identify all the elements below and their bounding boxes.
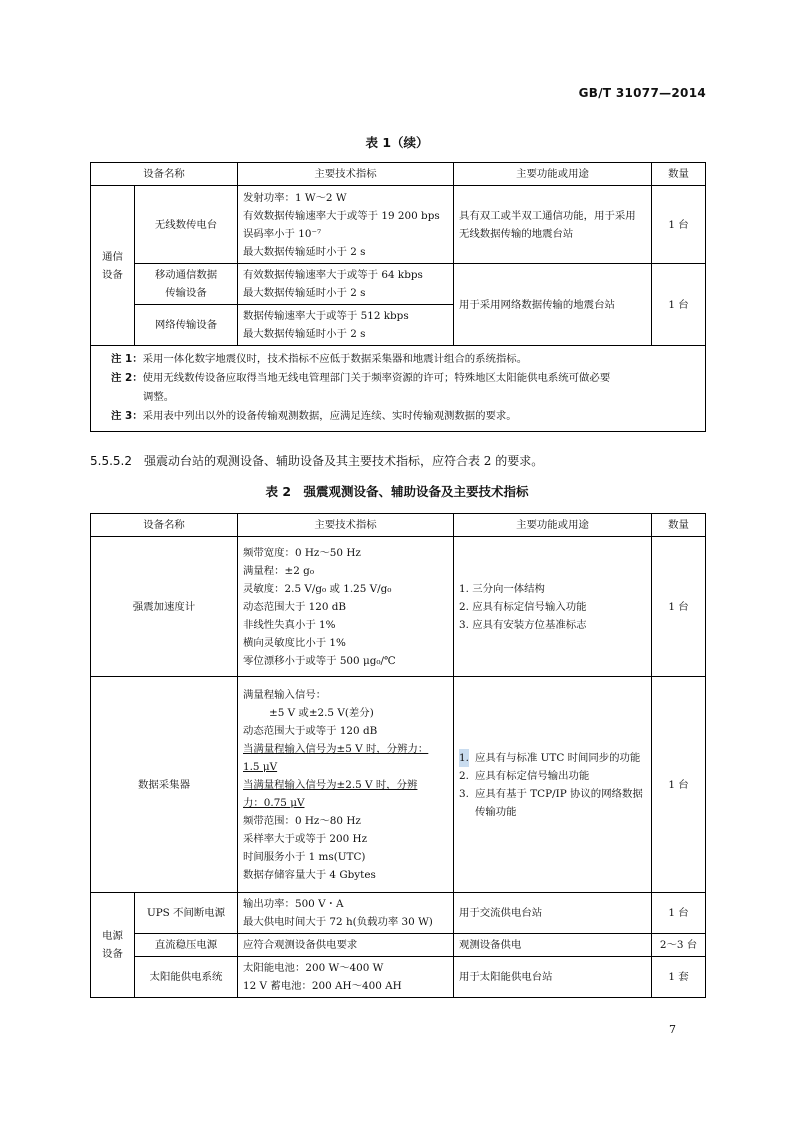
table2-header-specs: 主要技术指标	[238, 514, 454, 537]
spec-line: 最大数据传输延时小于 2 s	[243, 287, 366, 299]
table1-header-function: 主要功能或用途	[454, 163, 652, 186]
qty-cell: 1 套	[652, 957, 706, 998]
function-line	[459, 767, 646, 785]
spec-line: 输出功率：500 V・A	[243, 898, 344, 910]
spec-line: 误码率小于 10⁻⁷	[243, 227, 322, 240]
function-number: 1.	[459, 749, 469, 767]
function-line: 3. 应具有安装方位基准标志	[459, 618, 587, 631]
function-cell: 观测设备供电	[454, 934, 652, 957]
table-row	[91, 677, 706, 893]
group-cell-comm: 通信 设备	[91, 186, 135, 346]
note-text: 使用无线数传设备应取得当地无线电管理部门关于频率资源的许可；特殊地区太阳能供电系统可做必要	[142, 372, 611, 384]
spec-line: 灵敏度：2.5 V/g₀ 或 1.25 V/g₀	[243, 582, 392, 595]
table1-header-specs: 主要技术指标	[238, 163, 454, 186]
spec-line: 最大数据传输延时小于 2 s	[243, 245, 366, 258]
qty-cell: 1 台	[652, 893, 706, 934]
device-name: 数据采集器	[91, 677, 238, 893]
table-row	[91, 957, 706, 998]
table2-header-qty: 数量	[652, 514, 706, 537]
function-line: 2. 应具有标定信号输入功能	[459, 600, 587, 613]
spec-line: 最大供电时间大于 72 h(负载功率 30 W)	[243, 916, 433, 928]
clause-text: 强震动台站的观测设备、辅助设备及其主要技术指标，应符合表 2 的要求。	[143, 454, 544, 468]
note-text: 采用一体化数字地震仪时，技术指标不应低于数据采集器和地震计组合的系统指标。	[142, 353, 528, 365]
function-cell: 具有双工或半双工通信功能，用于采用无线数据传输的地震台站	[454, 186, 652, 264]
spec-line: 最大数据传输延时小于 2 s	[243, 328, 366, 340]
spec-line-resolution: 力：0.75 μV	[243, 796, 305, 809]
table1-header-row	[91, 163, 706, 186]
spec-list	[238, 893, 454, 934]
spec-line: 太阳能电池：200 W～400 W	[243, 962, 384, 974]
function-cell: 用于太阳能供电台站	[454, 957, 652, 998]
spec-line: 满量程输入信号：	[243, 688, 327, 701]
table1-caption: 表 1（续）	[365, 135, 429, 150]
spec-list	[238, 537, 454, 677]
spec-line: 应符合观测设备供电要求	[243, 939, 358, 951]
spec-list	[238, 677, 454, 893]
device-name: 移动通信数据 传输设备	[135, 264, 238, 305]
spec-line: 动态范围大于或等于 120 dB	[243, 724, 378, 737]
group-cell-power: 电源 设备	[91, 893, 135, 998]
spec-line: 零位漂移小于或等于 500 μg₀/℃	[243, 654, 396, 667]
spec-line-resolution: 当满量程输入信号为±2.5 V 时，分辨	[243, 778, 418, 791]
qty-cell: 1 台	[652, 677, 706, 893]
function-text: 应具有基于 TCP/IP 协议的网络数据传输功能	[475, 787, 643, 818]
function-line	[459, 749, 646, 767]
note-3	[111, 407, 700, 426]
spec-line: 频带范围：0 Hz～80 Hz	[243, 814, 361, 827]
table-row	[91, 934, 706, 957]
spec-line: 12 V 蓄电池：200 AH～400 AH	[243, 980, 402, 992]
spec-line: 时间服务小于 1 ms(UTC)	[243, 850, 366, 863]
clause-5-5-5-2	[90, 452, 543, 469]
function-cell: 用于交流供电台站	[454, 893, 652, 934]
note-text: 采用表中列出以外的设备传输观测数据，应满足连续、实时传输观测数据的要求。	[142, 410, 517, 422]
table1-notes-row	[91, 346, 706, 432]
device-name: 无线数传电台	[135, 186, 238, 264]
function-cell	[454, 537, 652, 677]
note-label: 注 2：	[111, 372, 143, 384]
spec-line: ±5 V 或±2.5 V(差分)	[269, 706, 374, 719]
function-number: 3.	[459, 787, 469, 800]
spec-list	[238, 186, 454, 264]
page-number: 7	[669, 1023, 676, 1036]
table1-header-name: 设备名称	[91, 163, 238, 186]
table1-header-qty: 数量	[652, 163, 706, 186]
spec-list	[238, 957, 454, 998]
spec-line-resolution: 当满量程输入信号为±5 V 时，分辨力：	[243, 742, 429, 755]
qty-cell: 2～3 台	[652, 934, 706, 957]
table-row	[91, 264, 706, 305]
function-line: 1. 三分向一体结构	[459, 582, 545, 595]
note-2	[111, 369, 700, 388]
table-row	[91, 186, 706, 264]
qty-cell: 1 台	[652, 264, 706, 346]
function-number: 2.	[459, 769, 469, 782]
qty-cell: 1 台	[652, 186, 706, 264]
spec-line: 非线性失真小于 1%	[243, 618, 336, 631]
spec-line: 动态范围大于 120 dB	[243, 600, 347, 613]
clause-number: 5.5.5.2	[90, 454, 132, 468]
device-name: 太阳能供电系统	[135, 957, 238, 998]
note-label: 注 3：	[111, 410, 143, 422]
standard-id: GB/T 31077—2014	[578, 86, 706, 100]
spec-list	[238, 264, 454, 305]
spec-line: 有效数据传输速率大于或等于 19 200 bps	[243, 209, 440, 222]
table-row	[91, 893, 706, 934]
table1	[90, 162, 706, 432]
spec-list	[238, 305, 454, 346]
function-cell: 用于采用网络数据传输的地震台站	[454, 264, 652, 346]
table2-header-name: 设备名称	[91, 514, 238, 537]
spec-line: 满量程：±2 g₀	[243, 564, 314, 577]
device-name: 网络传输设备	[135, 305, 238, 346]
function-cell	[454, 677, 652, 893]
note-1	[111, 350, 700, 369]
device-name: 直流稳压电源	[135, 934, 238, 957]
spec-list	[238, 934, 454, 957]
qty-cell: 1 台	[652, 537, 706, 677]
table2-caption: 表 2 强震观测设备、辅助设备及主要技术指标	[265, 484, 529, 499]
spec-line-resolution: 1.5 μV	[243, 760, 278, 773]
table-row	[91, 537, 706, 677]
spec-line: 横向灵敏度比小于 1%	[243, 636, 346, 649]
device-name: UPS 不间断电源	[135, 893, 238, 934]
spec-line: 频带宽度：0 Hz～50 Hz	[243, 546, 361, 559]
table2-header-row	[91, 514, 706, 537]
table2	[90, 513, 706, 998]
function-line	[459, 785, 646, 821]
note-label: 注 1：	[111, 353, 143, 365]
device-name: 强震加速度计	[91, 537, 238, 677]
table2-header-function: 主要功能或用途	[454, 514, 652, 537]
function-text: 应具有与标准 UTC 时间同步的功能	[475, 751, 641, 764]
function-text: 应具有标定信号输出功能	[475, 769, 590, 782]
spec-line: 采样率大于或等于 200 Hz	[243, 832, 368, 845]
note-2-cont: 调整。	[143, 391, 175, 403]
spec-line: 数据存储容量大于 4 Gbytes	[243, 868, 376, 881]
spec-line: 发射功率：1 W～2 W	[243, 191, 347, 204]
spec-line: 有效数据传输速率大于或等于 64 kbps	[243, 269, 423, 281]
table1-notes	[91, 346, 706, 432]
spec-line: 数据传输速率大于或等于 512 kbps	[243, 310, 409, 322]
